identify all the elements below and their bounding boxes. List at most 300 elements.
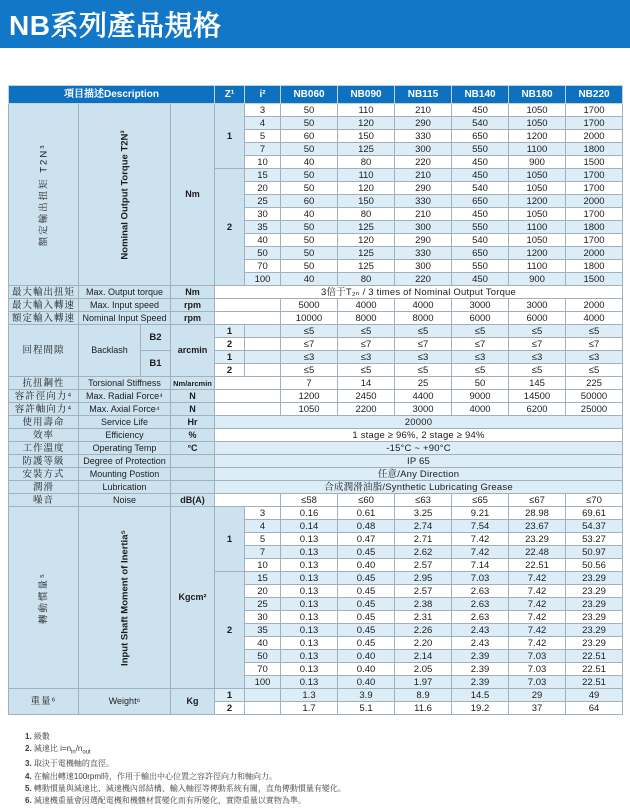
spec-value-cell: 1050	[509, 169, 566, 182]
spec-value-cell: 23.29	[566, 585, 623, 598]
spec-value-cell: 2.62	[395, 546, 452, 559]
spec-value-cell: 80	[338, 273, 395, 286]
spec-value-cell: ≤7	[452, 338, 509, 351]
spec-row	[9, 325, 623, 338]
spec-value-cell: 28.98	[509, 507, 566, 520]
spec-value-cell: 5.1	[338, 702, 395, 715]
spec-value-cell: 6000	[509, 312, 566, 325]
spec-value-cell: 2.57	[395, 585, 452, 598]
spec-value-cell: 1700	[566, 104, 623, 117]
unit-cell	[171, 455, 215, 468]
spec-value-cell: 290	[395, 117, 452, 130]
empty-cell	[215, 403, 281, 416]
empty-cell	[245, 338, 281, 351]
spec-row	[9, 429, 623, 442]
spec-value-cell: 900	[509, 156, 566, 169]
spec-value-cell: 0.40	[338, 663, 395, 676]
spec-value-cell: 1200	[509, 195, 566, 208]
spec-value-cell: 6000	[452, 312, 509, 325]
spec-value-cell: 0.45	[338, 585, 395, 598]
spec-value-cell: 9.21	[452, 507, 509, 520]
spec-value-cell: ≤5	[566, 325, 623, 338]
ratio-cell: 70	[245, 260, 281, 273]
spec-value-cell: 22.51	[566, 650, 623, 663]
spec-value-cell: 1500	[566, 156, 623, 169]
spec-value-cell: 2200	[338, 403, 395, 416]
spec-value-cell: 50.56	[566, 559, 623, 572]
spec-value-cell: ≤3	[452, 351, 509, 364]
spec-value-cell: ≤3	[395, 351, 452, 364]
ratio-cell: 4	[245, 520, 281, 533]
spec-value-cell: 650	[452, 130, 509, 143]
spec-value-cell: 125	[338, 221, 395, 234]
empty-cell	[215, 377, 281, 390]
empty-cell	[215, 312, 281, 325]
row-label-cn: 工作溫度	[9, 442, 79, 455]
spec-value-cell: 0.45	[338, 598, 395, 611]
spec-value-cell: 40	[281, 208, 338, 221]
ratio-cell: 5	[245, 533, 281, 546]
row-label-en: Operating Temp	[79, 442, 171, 455]
spec-value-cell: 1700	[566, 182, 623, 195]
row-label-cn: 重量⁶	[9, 689, 79, 715]
spec-value-cell: 650	[452, 195, 509, 208]
z-cell: 2	[215, 169, 245, 286]
spec-value-cell: 7	[281, 377, 338, 390]
ratio-cell: 15	[245, 572, 281, 585]
spec-value-cell: 1050	[509, 104, 566, 117]
footnote-text: /n	[75, 744, 83, 754]
spec-value-cell: 0.13	[281, 663, 338, 676]
spec-value-cell: 22.51	[566, 663, 623, 676]
ratio-cell: 7	[245, 546, 281, 559]
spec-table	[8, 85, 623, 715]
spec-value-cell: 450	[452, 156, 509, 169]
spec-value-cell: 0.40	[338, 650, 395, 663]
spec-value-cell: ≤5	[338, 364, 395, 377]
spec-value-cell: 50	[281, 260, 338, 273]
spec-value-cell: 7.42	[509, 598, 566, 611]
row-label-cn: 效率	[9, 429, 79, 442]
spec-row	[9, 86, 623, 104]
spec-value-cell: 220	[395, 273, 452, 286]
spec-value-cell: 50	[281, 143, 338, 156]
spec-value-cell: 2.74	[395, 520, 452, 533]
spec-value-cell: 1800	[566, 260, 623, 273]
spec-value-cell: 150	[338, 130, 395, 143]
spec-value-cell: 0.45	[338, 572, 395, 585]
unit-cell: N	[171, 403, 215, 416]
spec-value-cell: 4000	[338, 299, 395, 312]
row-label-cn: 容許徑向力⁴	[9, 390, 79, 403]
spec-value-cell: 2.20	[395, 637, 452, 650]
spec-value-cell: 50	[281, 169, 338, 182]
spec-row	[9, 442, 623, 455]
spec-row	[9, 403, 623, 416]
row-label-en: Max. Output torque	[79, 286, 171, 299]
empty-cell	[215, 390, 281, 403]
z-cell: 1	[215, 325, 245, 338]
spec-value-cell: 1700	[566, 169, 623, 182]
spec-value-cell: ≤5	[509, 325, 566, 338]
spec-value-cell: 1700	[566, 234, 623, 247]
footnote-text: 取決于電機軸的直徑。	[33, 759, 114, 769]
spec-value-cell: 450	[452, 208, 509, 221]
ratio-cell: 5	[245, 130, 281, 143]
footnote	[25, 795, 460, 807]
footnote-number: 6.	[25, 796, 32, 806]
z-cell: 2	[215, 338, 245, 351]
ratio-cell: 25	[245, 598, 281, 611]
spec-value-cell: 60	[281, 195, 338, 208]
spec-value-cell: ≤65	[452, 494, 509, 507]
row-label-en-text: Input Shaft Moment of Inertia⁵	[119, 529, 130, 666]
spec-value-cell: 1050	[509, 182, 566, 195]
ratio-cell: 100	[245, 676, 281, 689]
empty-cell	[245, 689, 281, 702]
spec-value-cell: 0.61	[338, 507, 395, 520]
spec-value-cell: 3000	[509, 299, 566, 312]
spec-value-cell: 50	[281, 234, 338, 247]
spec-value-cell: 22.51	[566, 676, 623, 689]
row-label-cn: 防護等級	[9, 455, 79, 468]
spec-value-cell: 1800	[566, 221, 623, 234]
row-label-en: Noise	[79, 494, 171, 507]
spec-value-cell: 0.40	[338, 559, 395, 572]
spec-value-cell: 300	[395, 143, 452, 156]
ratio-cell: 3	[245, 104, 281, 117]
spec-value-cell: 23.29	[566, 598, 623, 611]
spec-value-cell: 2000	[566, 195, 623, 208]
spec-value-cell: 300	[395, 260, 452, 273]
spec-value-cell: 0.40	[338, 676, 395, 689]
spec-value-cell: 0.45	[338, 624, 395, 637]
ratio-cell: 100	[245, 273, 281, 286]
spec-value-cell: 22.51	[509, 559, 566, 572]
spec-value-cell: 29	[509, 689, 566, 702]
spec-value-cell: 7.54	[452, 520, 509, 533]
unit-cell	[171, 468, 215, 481]
spec-value-cell: 7.03	[452, 572, 509, 585]
spec-value-cell: 2.43	[452, 624, 509, 637]
empty-cell	[245, 702, 281, 715]
spec-value-cell: 7.42	[509, 637, 566, 650]
spec-value-cell: 2.95	[395, 572, 452, 585]
footnote-number: 3.	[25, 759, 32, 769]
spec-value-cell: ≤5	[338, 325, 395, 338]
spec-value-cell: 2000	[566, 299, 623, 312]
spec-value-cell: 210	[395, 208, 452, 221]
spec-value-cell: 450	[452, 104, 509, 117]
spec-value-cell: 2.71	[395, 533, 452, 546]
z-cell: 1	[215, 689, 245, 702]
spec-row	[9, 312, 623, 325]
row-label-cn-text: 額定輸出扭矩 T2N³	[38, 143, 49, 246]
spec-value-cell: 7.14	[452, 559, 509, 572]
spec-value-cell: 290	[395, 234, 452, 247]
title-bar	[0, 0, 630, 48]
spec-value-cell: ≤3	[566, 351, 623, 364]
footnote	[25, 731, 460, 743]
ratio-cell: 35	[245, 221, 281, 234]
spec-value-cell: 3.9	[338, 689, 395, 702]
spec-value-cell: 1050	[281, 403, 338, 416]
spec-value-cell: ≤5	[395, 364, 452, 377]
header-description-cn: 項目描述	[64, 89, 104, 100]
spec-value-cell: 220	[395, 156, 452, 169]
spec-value-cell: 11.6	[395, 702, 452, 715]
unit-cell: Nm	[171, 104, 215, 286]
ratio-cell: 7	[245, 143, 281, 156]
footnote	[25, 758, 460, 770]
spec-value-cell: 60	[281, 130, 338, 143]
unit-cell: Kg	[171, 689, 215, 715]
spec-value-cell: 0.13	[281, 637, 338, 650]
footnote-number: 2.	[25, 744, 32, 754]
z-cell: 2	[215, 364, 245, 377]
spec-value-cell: ≤5	[452, 325, 509, 338]
spec-value-cell: 40	[281, 156, 338, 169]
spec-value-cell: 2000	[566, 247, 623, 260]
spec-value-cell: 290	[395, 182, 452, 195]
spec-value-cell: 23.29	[566, 572, 623, 585]
row-label-en: Weight⁶	[79, 689, 171, 715]
spec-value-cell: 7.03	[509, 650, 566, 663]
row-label-cn: 回程間隙	[9, 325, 79, 377]
spec-value-cell: 125	[338, 143, 395, 156]
spec-value-cell: 50.97	[566, 546, 623, 559]
unit-cell: rpm	[171, 312, 215, 325]
spec-value-cell: 2.05	[395, 663, 452, 676]
spec-value-cell: 50000	[566, 390, 623, 403]
footnote-text: 減速比 i=n	[33, 744, 72, 754]
spec-value-cell: 2.39	[452, 676, 509, 689]
spec-value-cell: 0.45	[338, 546, 395, 559]
spec-value-cell: 3.25	[395, 507, 452, 520]
row-label-cn: 噪音	[9, 494, 79, 507]
ratio-cell: 10	[245, 559, 281, 572]
spec-value-cell: 7.42	[509, 611, 566, 624]
row-label-en-text: Nominal Output Torque T2N³	[119, 129, 130, 260]
row-label-en	[79, 104, 171, 286]
row-label-cn: 使用壽命	[9, 416, 79, 429]
row-label-en: Max. Axial Force⁴	[79, 403, 171, 416]
spec-value-cell: ≤60	[338, 494, 395, 507]
spec-value-cell: 64	[566, 702, 623, 715]
unit-cell: °C	[171, 442, 215, 455]
row-label-cn: 安裝方式	[9, 468, 79, 481]
spec-row	[9, 494, 623, 507]
spec-value-cell: 120	[338, 117, 395, 130]
spec-value-cell: 1200	[509, 130, 566, 143]
column-header-model: NB220	[566, 86, 623, 104]
spec-value-cell: 0.13	[281, 598, 338, 611]
unit-cell: %	[171, 429, 215, 442]
z-cell: 2	[215, 702, 245, 715]
spec-value-cell: 3000	[452, 299, 509, 312]
ratio-cell: 50	[245, 247, 281, 260]
spec-value-cell: ≤3	[509, 351, 566, 364]
spec-value-cell: 550	[452, 143, 509, 156]
grade-cell: B2	[141, 325, 171, 351]
spec-row	[9, 689, 623, 702]
unit-cell: Kgcm²	[171, 507, 215, 689]
spec-value-cell: 150	[338, 195, 395, 208]
spec-row	[9, 416, 623, 429]
spec-value-cell: 1050	[509, 234, 566, 247]
spec-value-cell: 0.13	[281, 572, 338, 585]
spec-value-cell: 2450	[338, 390, 395, 403]
spec-value-cell: 4000	[566, 312, 623, 325]
spec-value-cell: 210	[395, 169, 452, 182]
spec-row	[9, 377, 623, 390]
spec-value-cell: 53.27	[566, 533, 623, 546]
spec-value-cell: 25	[395, 377, 452, 390]
row-label-en: Backlash	[79, 325, 141, 377]
ratio-cell: 40	[245, 234, 281, 247]
spec-value-cell: ≤7	[338, 338, 395, 351]
spec-value-cell: 1800	[566, 143, 623, 156]
ratio-cell: 3	[245, 507, 281, 520]
unit-cell: N	[171, 390, 215, 403]
ratio-cell: 40	[245, 637, 281, 650]
spec-value-cell: 125	[338, 260, 395, 273]
spec-value-cell: 7.03	[509, 676, 566, 689]
merged-value-cell: 20000	[215, 416, 623, 429]
spec-value-cell: 50	[281, 247, 338, 260]
ratio-cell: 15	[245, 169, 281, 182]
row-label-cn: 最大輸出扭矩	[9, 286, 79, 299]
spec-value-cell: 10000	[281, 312, 338, 325]
row-label-cn: 抗扭鋼性	[9, 377, 79, 390]
spec-value-cell: 0.47	[338, 533, 395, 546]
spec-value-cell: 2.14	[395, 650, 452, 663]
spec-value-cell: 0.48	[338, 520, 395, 533]
merged-value-cell: -15°C ~ +90°C	[215, 442, 623, 455]
footnote	[25, 743, 460, 758]
ratio-cell: 20	[245, 182, 281, 195]
spec-value-cell: 550	[452, 260, 509, 273]
footnote-number: 4.	[25, 771, 32, 781]
spec-value-cell: 1100	[509, 143, 566, 156]
spec-value-cell: 80	[338, 208, 395, 221]
spec-value-cell: 330	[395, 130, 452, 143]
row-label-cn: 額定輸入轉速	[9, 312, 79, 325]
row-label-en: Degree of Protection	[79, 455, 171, 468]
spec-value-cell: 14500	[509, 390, 566, 403]
unit-cell: arcmin	[171, 325, 215, 377]
row-label-en: Torsional Stiffness	[79, 377, 171, 390]
row-label-cn	[9, 507, 79, 689]
unit-cell: Nm	[171, 286, 215, 299]
spec-value-cell: 1500	[566, 273, 623, 286]
empty-cell	[215, 299, 281, 312]
spec-value-cell: ≤3	[338, 351, 395, 364]
spec-value-cell: 22.48	[509, 546, 566, 559]
footnotes	[25, 731, 460, 808]
spec-value-cell: ≤7	[566, 338, 623, 351]
spec-value-cell: 650	[452, 247, 509, 260]
spec-value-cell: 7.42	[509, 572, 566, 585]
spec-value-cell: 2.38	[395, 598, 452, 611]
empty-cell	[245, 325, 281, 338]
row-label-en: Mounting Postion	[79, 468, 171, 481]
spec-value-cell: 50	[452, 377, 509, 390]
spec-row	[9, 104, 623, 117]
spec-value-cell: 49	[566, 689, 623, 702]
spec-value-cell: 300	[395, 221, 452, 234]
unit-cell: rpm	[171, 299, 215, 312]
spec-value-cell: ≤5	[566, 364, 623, 377]
spec-value-cell: 0.13	[281, 611, 338, 624]
spec-value-cell: 23.29	[566, 611, 623, 624]
spec-value-cell: 7.42	[509, 624, 566, 637]
spec-value-cell: 0.13	[281, 676, 338, 689]
column-header-model: NB090	[338, 86, 395, 104]
z-cell: 2	[215, 572, 245, 689]
footnote-text: 轉動慣量與減速比、減速機內部結構、輸入軸徑等傳動系統有關，直角傳動慣量有變化。	[33, 784, 346, 794]
spec-value-cell: 1700	[566, 208, 623, 221]
spec-value-cell: 540	[452, 117, 509, 130]
spec-value-cell: 23.29	[566, 624, 623, 637]
spec-value-cell: ≤5	[395, 325, 452, 338]
ratio-cell: 50	[245, 650, 281, 663]
spec-value-cell: 110	[338, 169, 395, 182]
ratio-cell: 70	[245, 663, 281, 676]
spec-row	[9, 299, 623, 312]
spec-value-cell: 8000	[395, 312, 452, 325]
spec-row	[9, 390, 623, 403]
merged-value-cell: 1 stage ≥ 96%, 2 stage ≥ 94%	[215, 429, 623, 442]
spec-value-cell: 0.45	[338, 637, 395, 650]
spec-value-cell: 0.13	[281, 559, 338, 572]
spec-value-cell: 330	[395, 247, 452, 260]
spec-value-cell: 0.13	[281, 650, 338, 663]
spec-value-cell: 4400	[395, 390, 452, 403]
spec-value-cell: 80	[338, 156, 395, 169]
ratio-cell: 30	[245, 611, 281, 624]
column-header-i: i²	[245, 86, 281, 104]
spec-value-cell: ≤67	[509, 494, 566, 507]
row-label-en: Lubrication	[79, 481, 171, 494]
footnote-number: 1.	[25, 732, 32, 741]
grade-cell: B1	[141, 351, 171, 377]
spec-value-cell: 120	[338, 234, 395, 247]
spec-value-cell: 550	[452, 221, 509, 234]
empty-cell	[215, 494, 281, 507]
spec-value-cell: 1050	[509, 117, 566, 130]
row-label-cn	[9, 104, 79, 286]
spec-row	[9, 481, 623, 494]
spec-value-cell: 9000	[452, 390, 509, 403]
header-description-en: Description	[104, 89, 160, 100]
spec-value-cell: 2.39	[452, 650, 509, 663]
spec-value-cell: 2.26	[395, 624, 452, 637]
spec-value-cell: 7.42	[452, 546, 509, 559]
spec-value-cell: 2.63	[452, 585, 509, 598]
empty-cell	[245, 364, 281, 377]
spec-value-cell: 1.97	[395, 676, 452, 689]
spec-value-cell: 1700	[566, 117, 623, 130]
footnote-number: 5.	[25, 784, 32, 794]
ratio-cell: 35	[245, 624, 281, 637]
spec-value-cell: 50	[281, 182, 338, 195]
unit-cell	[171, 481, 215, 494]
spec-value-cell: 19.2	[452, 702, 509, 715]
empty-cell	[245, 351, 281, 364]
column-header-model: NB180	[509, 86, 566, 104]
spec-value-cell: 4000	[452, 403, 509, 416]
